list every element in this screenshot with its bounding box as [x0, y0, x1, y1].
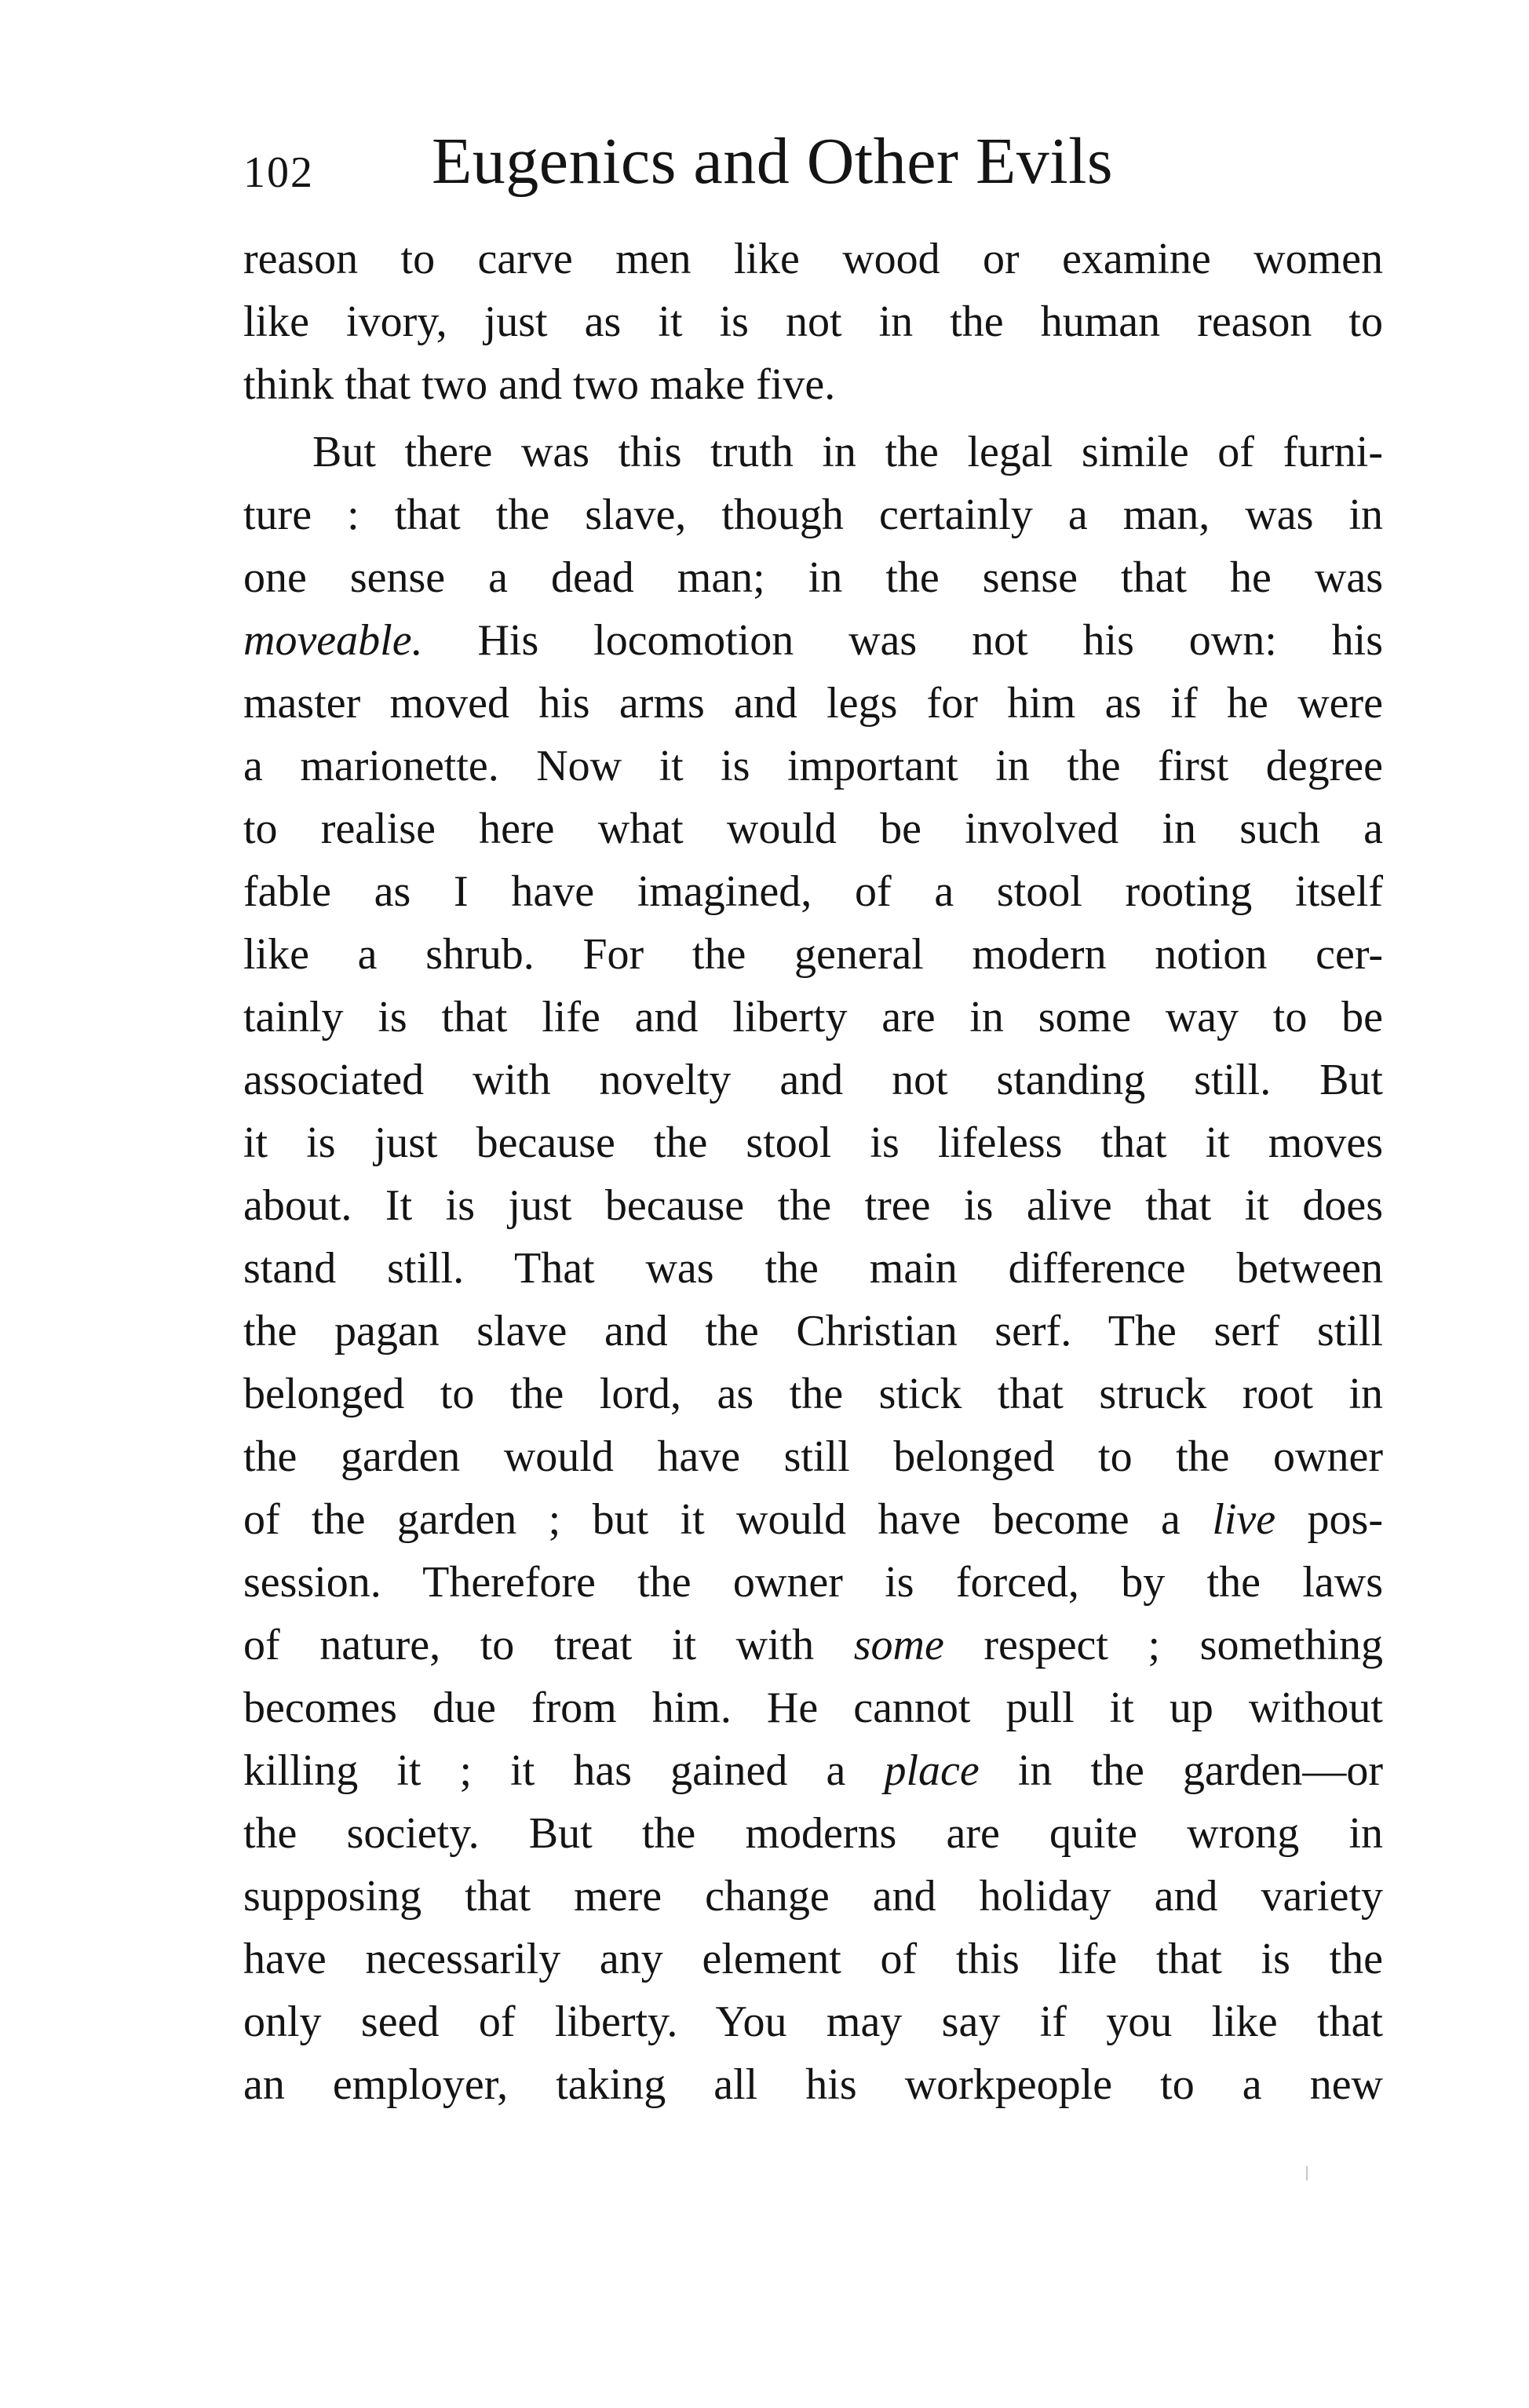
text-line	[243, 2053, 1383, 2116]
text-run: fable as I have imagined, of a stool rooting itself	[243, 867, 1383, 916]
text-line	[243, 1614, 1383, 1676]
text-line	[243, 483, 1383, 546]
text-line	[243, 735, 1383, 797]
text-run: supposing that mere change and holiday and variety	[243, 1872, 1383, 1921]
text-line	[243, 1237, 1383, 1300]
text-run: to realise here what would be involved in such a	[243, 804, 1383, 853]
text-run: killing it ; it has gained a	[243, 1746, 885, 1795]
text-line	[243, 672, 1383, 735]
text-run: it is just because the stool is lifeless that it moves	[243, 1118, 1383, 1167]
text-run: pos-	[1275, 1495, 1383, 1544]
text-line	[243, 1928, 1383, 1990]
text-run: His locomotion was not his own: his	[422, 616, 1383, 665]
text-line	[243, 1551, 1383, 1614]
text-line	[243, 923, 1383, 986]
text-run: associated with novelty and not standing still. But	[243, 1056, 1383, 1104]
text-line	[243, 228, 1383, 290]
page-header	[243, 125, 1405, 215]
text-line	[243, 1802, 1383, 1865]
text-run: But there was this truth in the legal simile of furni-	[312, 428, 1383, 476]
text-run: tainly is that life and liberty are in some way to be	[243, 993, 1383, 1042]
page-number: 102	[243, 148, 314, 197]
text-run: like ivory, just as it is not in the human reason to	[243, 297, 1383, 346]
text-line	[243, 1300, 1383, 1363]
text-line	[243, 1049, 1383, 1111]
italic-text: live	[1212, 1495, 1276, 1544]
paragraph	[243, 421, 1383, 2116]
text-run: respect ; something	[943, 1621, 1384, 1669]
paragraph	[243, 228, 1383, 416]
text-line	[243, 1865, 1383, 1928]
italic-text: moveable.	[243, 616, 423, 665]
text-run: an employer, taking all his workpeople to a new	[243, 2060, 1383, 2109]
text-line	[243, 290, 1383, 353]
text-line	[243, 860, 1383, 923]
text-line	[243, 1174, 1383, 1237]
text-run: of nature, to treat it with	[243, 1621, 854, 1669]
text-line	[243, 797, 1383, 860]
text-run: reason to carve men like wood or examine women	[243, 235, 1383, 283]
body-text	[243, 228, 1383, 2116]
italic-text: some	[853, 1621, 944, 1669]
text-run: ture : that the slave, though certainly a man, was in	[243, 491, 1383, 539]
text-run: like a shrub. For the general modern notion cer-	[243, 930, 1383, 979]
text-run: session. Therefore the owner is forced, by the laws	[243, 1558, 1383, 1607]
text-line	[243, 421, 1383, 483]
text-line	[243, 1363, 1383, 1425]
text-line	[243, 1676, 1383, 1739]
text-run: have necessarily any element of this life that is the	[243, 1935, 1383, 1983]
text-run: in the garden—or	[979, 1746, 1383, 1795]
text-line	[243, 986, 1383, 1049]
paper-speck	[1306, 2166, 1308, 2180]
text-line	[243, 1111, 1383, 1174]
text-run: of the garden ; but it would have become a	[243, 1495, 1213, 1544]
text-run: the society. But the moderns are quite wrong in	[243, 1809, 1383, 1858]
text-run: the garden would have still belonged to the owner	[243, 1432, 1383, 1481]
running-title: Eugenics and Other Evils	[432, 125, 1114, 198]
text-run: a marionette. Now it is important in the first degree	[243, 742, 1383, 790]
italic-text: place	[884, 1746, 980, 1795]
text-run: belonged to the lord, as the stick that struck root in	[243, 1370, 1383, 1418]
text-line	[243, 546, 1383, 609]
text-line	[243, 609, 1383, 672]
text-run: think that two and two make five.	[243, 360, 836, 409]
text-run: the pagan slave and the Christian serf. The serf still	[243, 1307, 1383, 1355]
text-run: one sense a dead man; in the sense that he was	[243, 553, 1383, 602]
text-line	[243, 353, 1383, 416]
text-run: stand still. That was the main difference between	[243, 1244, 1383, 1293]
text-run: about. It is just because the tree is alive that it does	[243, 1181, 1383, 1230]
text-line	[243, 1488, 1383, 1551]
text-line	[243, 1739, 1383, 1802]
text-run: only seed of liberty. You may say if you like that	[243, 1998, 1383, 2046]
text-run: master moved his arms and legs for him as if he were	[243, 679, 1383, 728]
text-run: becomes due from him. He cannot pull it up without	[243, 1684, 1383, 1732]
text-line	[243, 1425, 1383, 1488]
text-line	[243, 1990, 1383, 2053]
